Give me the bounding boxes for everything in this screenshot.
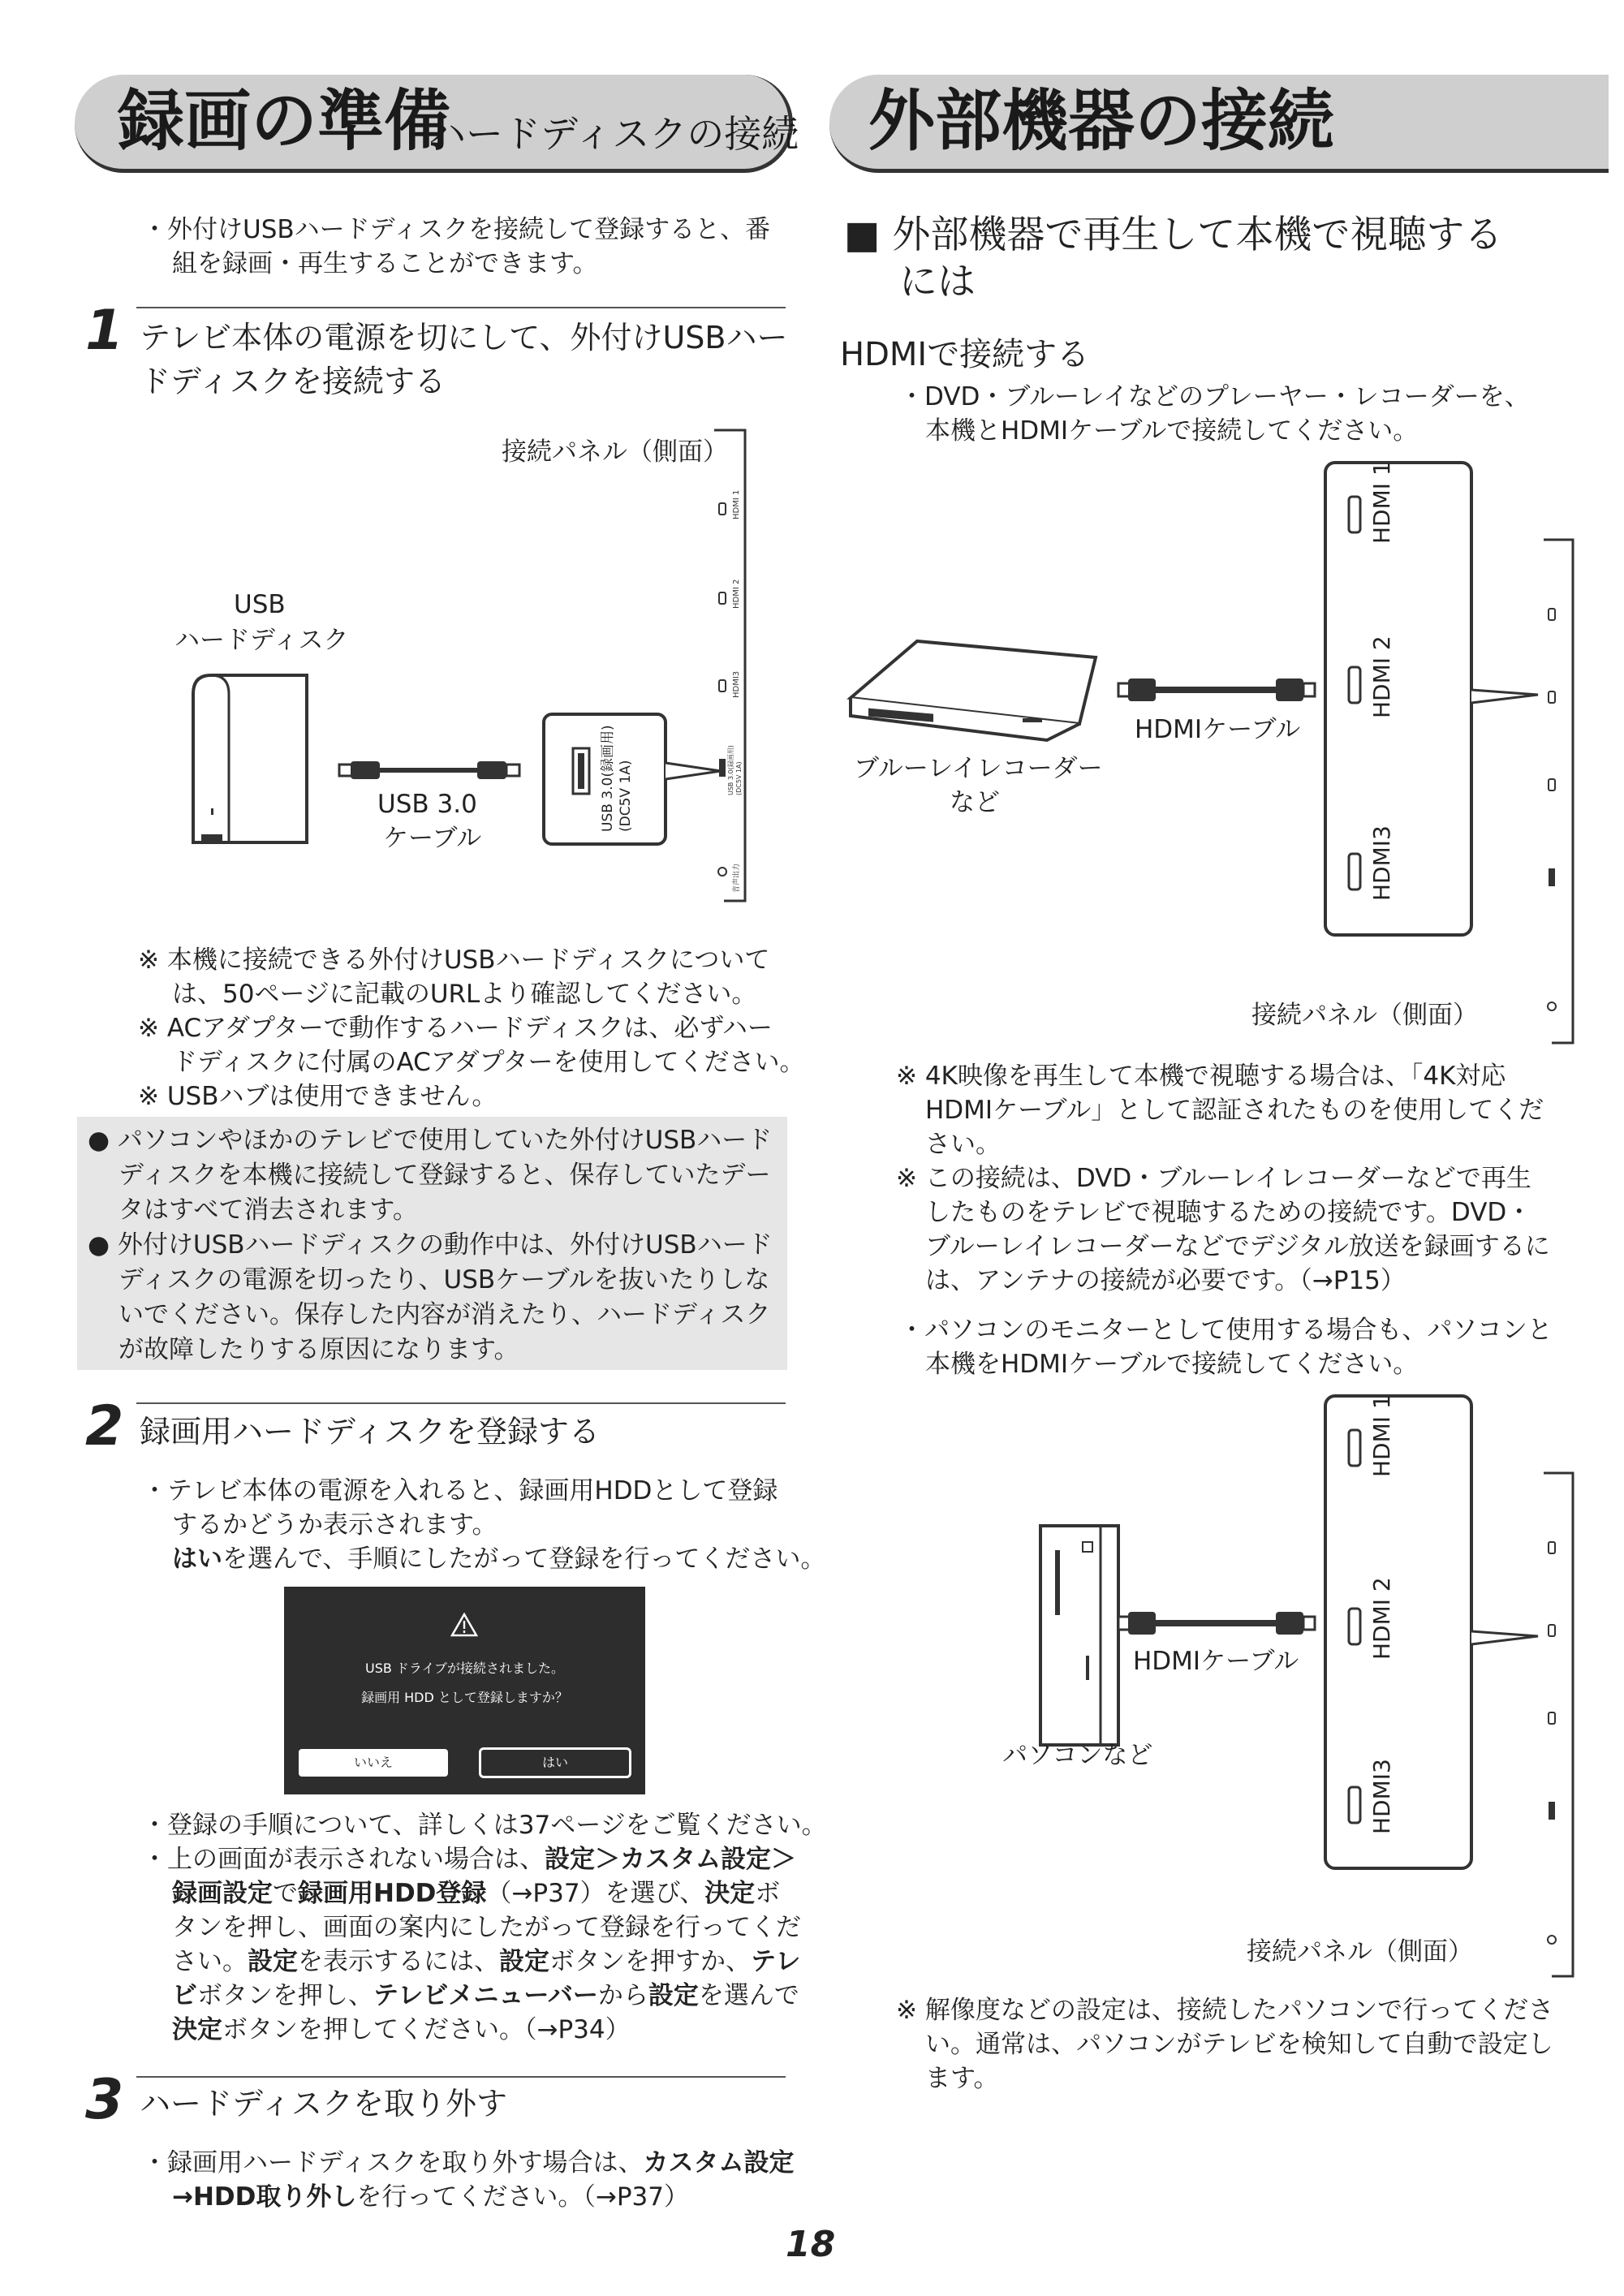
note-2a: ※ ACアダプターで動作するハードディスクは、必ずハー — [138, 1014, 773, 1043]
n7a: 決定 — [172, 2015, 222, 2044]
usb-port-callout — [544, 714, 721, 844]
usb-cable-label-2: ケーブル — [383, 824, 482, 853]
n5d: 設定 — [499, 1947, 549, 1976]
callout-label-2: (DC5V 1A) — [618, 760, 634, 832]
n5a: さい。 — [172, 1947, 248, 1976]
s3b: カスタム設定 — [643, 2148, 795, 2178]
right-note-2a: ※ この接続は、DVD・ブルーレイレコーダーなどで再生 — [896, 1164, 1531, 1193]
pc-intro-2: 本機をHDMIケーブルで接続してください。 — [925, 1350, 1419, 1379]
n3a: 録画設定 — [172, 1879, 273, 1908]
n3b: で — [273, 1879, 298, 1908]
bluray-label-2: など — [950, 788, 1000, 817]
page-title-right: 外部機器の接続 — [868, 83, 1335, 160]
n2b: 設定＞カスタム設定＞ — [545, 1845, 796, 1874]
hdmi-cable-icon — [1118, 678, 1315, 701]
port-label-usb: USB 3.0(録画用) — [727, 745, 734, 795]
final-note-1: ※ 解像度などの設定は、接続したパソコンで行ってくださ — [896, 1996, 1554, 2025]
hdmi-port-callout-2 — [1325, 1394, 1538, 1868]
n3c: 録画用HDD登録 — [298, 1879, 487, 1908]
step-2-body-1: ・テレビ本体の電源を入れると、録画用HDDとして登録 — [142, 1476, 778, 1506]
n2a: ・上の画面が表示されない場合は、 — [142, 1845, 545, 1874]
n3d: （→P37）を選び、 — [486, 1879, 705, 1908]
step-3-line-1 — [142, 2146, 795, 2180]
port-label-usb-power: (DC5V 1A) — [735, 761, 743, 795]
right-intro-2: 本機とHDMIケーブルで接続してください。 — [925, 416, 1419, 446]
step-2-body-2: するかどうか表示されます。 — [172, 1510, 498, 1540]
n5b: 設定 — [248, 1947, 298, 1976]
step-1-heading-1: テレビ本体の電源を切にして、外付けUSBハー — [140, 320, 788, 355]
warning-2d: が故障したりする原因になります。 — [118, 1335, 519, 1364]
usb-cable-icon — [339, 761, 519, 779]
step-1-rule — [136, 307, 786, 308]
n6d: から — [597, 1981, 648, 2010]
callout-hdmi2: HDMI 2 — [1368, 635, 1395, 718]
callout-2-hdmi1: HDMI 1 — [1368, 1394, 1395, 1477]
dialog-message-2: 録画用 HDD として登録しますか？ — [361, 1690, 568, 1705]
hdmi-port-callout-1 — [1325, 461, 1538, 935]
warning-1c: タはすべて消去されます。 — [118, 1195, 418, 1225]
step-2-note-1: ・登録の手順について、詳しくは37ページをご覧ください。 — [142, 1811, 827, 1840]
right-note-2d: は、アンテナの接続が必要です。（→P15） — [925, 1266, 1406, 1295]
step-1-number: 1 — [85, 299, 124, 363]
right-note-1a: ※ 4K映像を再生して本機で視聴する場合は、「4K対応 — [896, 1062, 1506, 1091]
usb-cable-label-1: USB 3.0 — [377, 790, 477, 819]
page-subtitle-left: ハードディスクの接続 — [429, 112, 799, 156]
note-1b: は、50ページに記載のURLより確認してください。 — [172, 980, 757, 1009]
side-connection-panel-3 — [1544, 1473, 1573, 1976]
hard-disk-icon — [193, 675, 307, 842]
hdmi-cable-label-2: HDMIケーブル — [1133, 1647, 1299, 1676]
n5f: テレ — [751, 1947, 801, 1976]
dialog-yes-button[interactable]: はい — [479, 1747, 631, 1778]
section-heading-1: ■ 外部機器で再生して本機で視聴する — [844, 213, 1503, 257]
port-label-hdmi1: HDMI 1 — [732, 489, 741, 519]
step-2-body-rest: を選んで、手順にしたがって登録を行ってください。 — [222, 1544, 826, 1574]
warning-icon — [450, 1613, 478, 1637]
warning-2a: ● 外付けUSBハードディスクの動作中は、外付けUSBハード — [88, 1230, 773, 1260]
hdmi-cable-label-1: HDMIケーブル — [1135, 715, 1301, 744]
callout-hdmi3: HDMI3 — [1368, 825, 1395, 901]
step-2-note-2 — [142, 1842, 796, 1876]
callout-2-hdmi2: HDMI 2 — [1368, 1577, 1395, 1660]
warning-2c: いでください。保存した内容が消えたり、ハードディスク — [118, 1300, 771, 1329]
usb-connection-diagram — [162, 422, 763, 909]
right-note-1b: HDMIケーブル」として認証されたものを使用してくだ — [925, 1096, 1544, 1125]
n7b: ボタンを押してください。（→P34） — [222, 2015, 631, 2044]
warning-2b: ディスクの電源を切ったり、USBケーブルを抜いたりしな — [118, 1265, 770, 1294]
panel-caption-2: 接続パネル（側面） — [1251, 1001, 1478, 1030]
callout-label-1: USB 3.0(録画用) — [600, 725, 616, 832]
section-heading-2: には — [899, 260, 976, 304]
step-1-heading-2: ドディスクを接続する — [140, 364, 446, 399]
step-2-note-3 — [172, 1876, 780, 1910]
hdd-label-1: USB — [234, 590, 286, 619]
step-2-note-6 — [172, 1979, 799, 2013]
final-note-3: ます。 — [925, 2064, 999, 2093]
callout-2-hdmi3: HDMI3 — [1368, 1759, 1395, 1834]
note-2b: ドディスクに付属のACアダプターを使用してください。 — [172, 1048, 805, 1077]
dialog-no-button[interactable]: いいえ — [299, 1749, 448, 1777]
step-2-note-5 — [172, 1945, 800, 1979]
n6a: ビ — [172, 1981, 197, 2010]
dialog-message-1: USB ドライブが接続されました。 — [365, 1661, 564, 1676]
port-label-audio: 音声出力 — [733, 863, 741, 893]
warning-1b: ディスクを本機に接続して登録すると、保存していたデー — [118, 1161, 771, 1190]
step-2-note-4: タンを押し、画面の案内にしたがって登録を行ってくだ — [172, 1913, 801, 1942]
step-2-body-3 — [172, 1542, 825, 1576]
hdmi-cable-icon-2 — [1118, 1612, 1315, 1635]
warning-1a: ● パソコンやほかのテレビで使用していた外付けUSBハード — [88, 1126, 773, 1155]
step-2-note-7 — [172, 2013, 631, 2047]
n5e: ボタンを押すか、 — [549, 1947, 751, 1976]
yes-bold: はい — [172, 1544, 222, 1574]
right-note-1c: さい。 — [925, 1130, 1001, 1159]
right-intro-1: ・DVD・ブルーレイなどのプレーヤー・レコーダーを、 — [899, 382, 1530, 411]
port-label-hdmi3: HDMI3 — [732, 670, 741, 698]
pc-label: パソコンなど — [1002, 1741, 1153, 1770]
callout-hdmi1: HDMI 1 — [1368, 461, 1395, 544]
panel-caption-3: 接続パネル（側面） — [1247, 1937, 1473, 1966]
intro-line-1: ・外付けUSBハードディスクを接続して登録すると、番 — [142, 215, 771, 244]
s3a: ・録画用ハードディスクを取り外す場合は、 — [142, 2148, 644, 2178]
n6c: テレビメニューバー — [373, 1981, 598, 2010]
step-2-rule — [136, 1402, 786, 1404]
n5c: を表示するには、 — [298, 1947, 499, 1976]
pc-intro-1: ・パソコンのモニターとして使用する場合も、パソコンと — [899, 1316, 1553, 1345]
hdd-label-2: ハードディスク — [174, 626, 349, 655]
sub-heading-hdmi: HDMIで接続する — [840, 336, 1090, 373]
bluray-recorder-icon — [851, 641, 1096, 740]
panel-caption-1: 接続パネル（側面） — [502, 437, 728, 467]
step-3-rule — [136, 2076, 786, 2078]
step-3-number: 3 — [85, 2068, 124, 2132]
n6f: を選んで — [698, 1981, 799, 2010]
step-2-heading: 録画用ハードディスクを登録する — [140, 1414, 600, 1450]
side-connection-panel-2 — [1544, 540, 1573, 1043]
pc-tower-icon — [1040, 1526, 1118, 1745]
registration-dialog — [284, 1587, 645, 1794]
step-2-number: 2 — [85, 1394, 124, 1458]
s3c: →HDD取り外し — [172, 2182, 357, 2212]
port-label-hdmi2: HDMI 2 — [732, 579, 741, 609]
n3e: 決定 — [704, 1879, 756, 1908]
intro-line-2: 組を録画・再生することができます。 — [172, 249, 598, 278]
s3d: を行ってください。（→P37） — [356, 2182, 690, 2212]
page-title-left: 録画の準備 — [118, 83, 451, 160]
hdmi-pc-diagram — [1023, 1388, 1591, 1988]
right-note-2c: ブルーレイレコーダーなどでデジタル放送を録画するに — [925, 1232, 1550, 1261]
page-number: 18 — [786, 2224, 836, 2265]
right-note-2b: したものをテレビで視聴するための接続です。DVD・ — [925, 1198, 1532, 1227]
step-3-line-2 — [172, 2180, 689, 2214]
bluray-label-1: ブルーレイレコーダー — [854, 754, 1103, 783]
n3f: ボ — [755, 1879, 781, 1908]
step-3-heading: ハードディスクを取り外す — [140, 2086, 507, 2122]
n6e: 設定 — [648, 1981, 699, 2010]
final-note-2: い。通常は、パソコンがテレビを検知して自動で設定し — [925, 2030, 1553, 2059]
side-connection-panel — [714, 430, 745, 901]
note-1a: ※ 本機に接続できる外付けUSBハードディスクについて — [138, 946, 770, 975]
note-3: ※ USBハブは使用できません。 — [138, 1082, 498, 1111]
n6b: ボタンを押し、 — [197, 1981, 373, 2010]
